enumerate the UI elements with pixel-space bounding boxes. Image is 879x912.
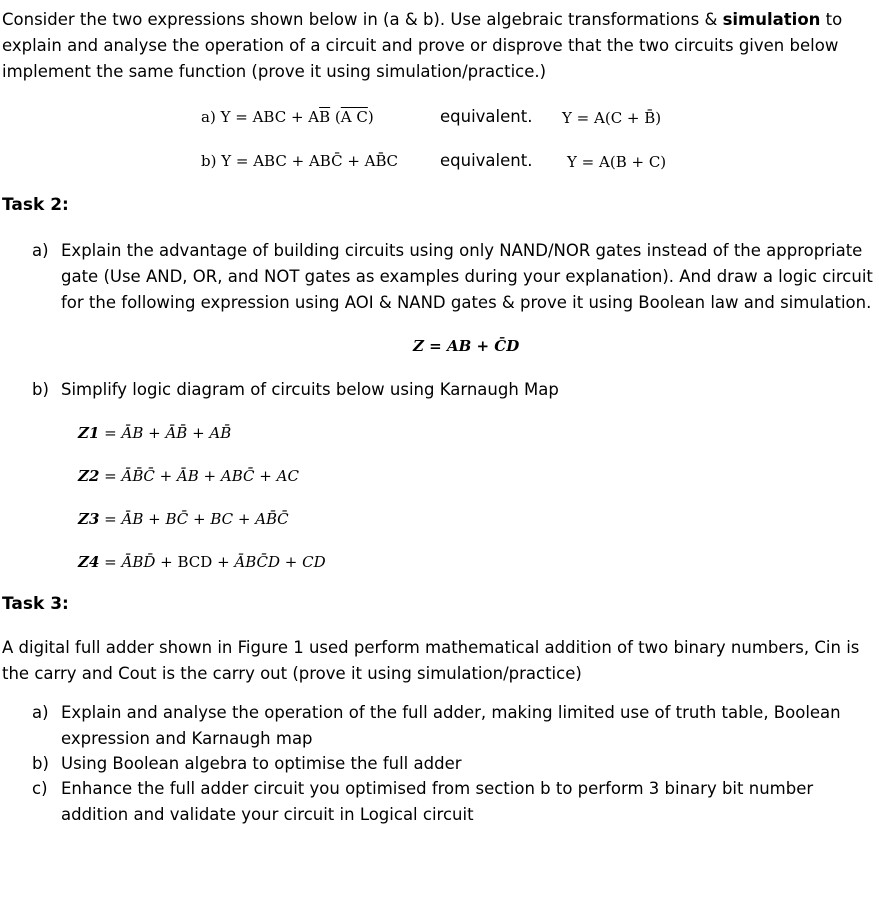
expression-b-left: b) Y = ABC + ABC̄ + AB̄C — [201, 152, 398, 170]
z1-name: Z1 — [78, 424, 100, 442]
expression-a-word: equivalent. — [440, 107, 533, 126]
z1-expression — [78, 424, 231, 442]
expression-b-right: Y = A(B + C) — [567, 153, 667, 171]
task2-heading: Task 2: — [2, 195, 69, 215]
task3-b-label: b) — [32, 754, 49, 773]
task3-b-text: Using Boolean algebra to optimise the full adder — [61, 754, 462, 773]
task3-a-text: Explain and analyse the operation of the full adder, making limited use of truth table, Boolean expression and Karnaugh map — [61, 703, 841, 748]
task3-c-text: Enhance the full adder circuit you optimised from section b to perform 3 binary bit number addition and validate your circuit in Logical circuit — [61, 779, 814, 824]
task3-a-label: a) — [32, 703, 49, 722]
task2-b-text: Simplify logic diagram of circuits below using Karnaugh Map — [61, 380, 559, 399]
intro-paragraph — [2, 7, 870, 85]
task3-intro: A digital full adder shown in Figure 1 used perform mathematical addition of two binary numbers, Cin is the carry and Cout is the carry out (prove it using simulation/practice) — [2, 638, 860, 683]
expression-a-left: a) Y = ABC + $A\overline{B}$ (A C) — [201, 108, 374, 126]
z4-expr-a: = ĀBD̄ + — [99, 553, 178, 571]
z3-expression — [78, 510, 289, 528]
z2-name: Z2 — [78, 467, 100, 485]
intro-text-before: Consider the two expressions shown below in (a & b). Use algebraic transformations & — [2, 10, 723, 29]
z4-expr-b: BCD — [177, 553, 213, 571]
z3-expr: = ĀB + BC̄ + BC + AB̄C̄ — [99, 510, 289, 528]
z4-name: Z4 — [78, 553, 100, 571]
z4-expr-c: + ĀBC̄D + CD — [212, 553, 326, 571]
task3-heading: Task 3: — [2, 594, 69, 614]
z1-expr: = ĀB + ĀB̄ + AB̄ — [99, 424, 232, 442]
expression-b-word: equivalent. — [440, 151, 533, 170]
task2-a-text: Explain the advantage of building circuits using only NAND/NOR gates instead of the appropriate gate (Use AND, OR, and NOT gates as examples during your explanation). And draw a logic circuit for the following expression using AOI & NAND gates & prove it using Boolean law and simulation. — [61, 241, 873, 312]
expression-a-right: Y = A(C + B̄) — [562, 109, 662, 127]
task3-c-label: c) — [32, 779, 48, 798]
task2-z-expression: Z = AB + C̄D — [413, 337, 520, 355]
z3-name: Z3 — [78, 510, 100, 528]
task2-a-label: a) — [32, 241, 49, 260]
z2-expr: = ĀB̄C̄ + ĀB + ABC̄ + AC — [99, 467, 299, 485]
intro-bold-word: simulation — [722, 10, 821, 29]
z2-expression — [78, 467, 299, 485]
task2-b-label: b) — [32, 380, 49, 399]
intro-text-after: to explain and analyse the operation of a circuit and prove or disprove that the two circuits given below implement the same function (prove it using simulation/practice.) — [2, 10, 843, 81]
z4-expression — [78, 553, 326, 571]
